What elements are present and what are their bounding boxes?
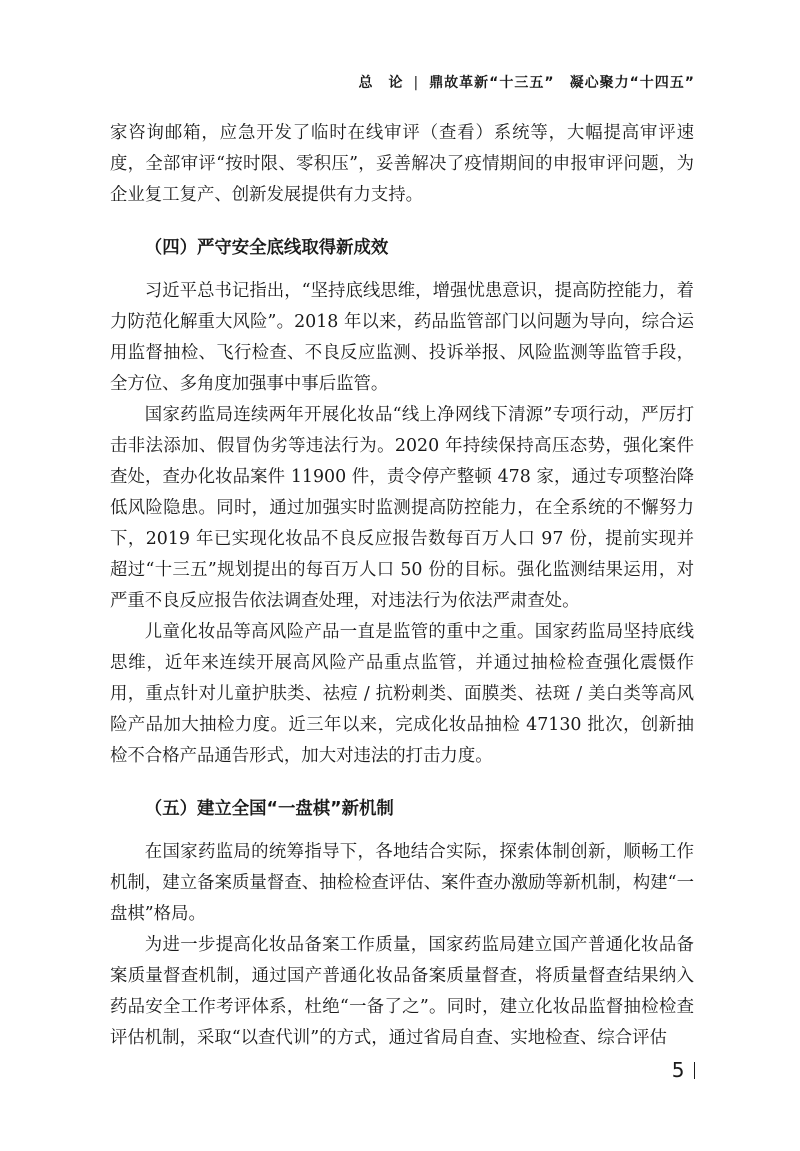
page-number-bar [694, 1062, 696, 1079]
header-title: 鼎故革新“十三五” 凝心聚力“十四五” [429, 75, 695, 91]
paragraph: 为进一步提高化妆品备案工作质量，国家药监局建立国产普通化妆品备案质量督查机制，通过国产普通化妆品备案质量督查，将质量督查结果纳入药品安全工作考评体系，杜绝“一备了之”。同时，建立化妆品监督抽检检查评估机制，采取“以查代训”的方式，通过省局自查、实地检查、综合评估 [110, 935, 694, 1048]
page-body [110, 118, 694, 1054]
running-header [358, 72, 695, 92]
header-section: 总 论 [358, 75, 404, 91]
paragraph: 习近平总书记指出，“坚持底线思维，增强忧患意识，提高防控能力，着力防范化解重大风险”。2018 年以来，药品监管部门以问题为导向，综合运用监督抽检、飞行检查、不良反应监测、投诉举报、风险监测等监管手段，全方位、多角度加强事中事后监管。 [110, 281, 694, 394]
header-separator: | [413, 75, 420, 91]
paragraph-continued: 家咨询邮箱，应急开发了临时在线审评（查看）系统等，大幅提高审评速度，全部审评“按时限、零积压”，妥善解决了疫情期间的申报审评问题，为企业复工复产、创新发展提供有力支持。 [110, 123, 694, 205]
section-heading-5: （五）建立全国“一盘棋”新机制 [144, 799, 394, 819]
paragraph: 国家药监局连续两年开展化妆品“线上净网线下清源”专项行动，严厉打击非法添加、假冒伪劣等违法行为。2020 年持续保持高压态势，强化案件查处，查办化妆品案件 11900 件，责令停产整顿 478 家，通过专项整治降低风险隐患。同时，通过加强实时监测提高防控能力，在全系统的不懈努力下，2019 年已实现化妆品不良反应报告数每百万人口 97 份，提前实现并超过“十三五”规划提出的每百万人口 50 份的目标。强化监测结果运用，对严重不良反应报告依法调查处理，对违法行为依法严肃查处。 [110, 405, 694, 611]
paragraph: 儿童化妆品等高风险产品一直是监管的重中之重。国家药监局坚持底线思维，近年来连续开展高风险产品重点监管，并通过抽检检查强化震慑作用，重点针对儿童护肤类、祛痘 / 抗粉刺类、面膜类、祛斑 / 美白类等高风险产品加大抽检力度。近三年以来，完成化妆品抽检 47130 批次，创新抽检不合格产品通告形式，加大对违法的打击力度。 [110, 622, 694, 766]
page-number-value: 5 [671, 1058, 685, 1082]
section-heading-4: （四）严守安全底线取得新成效 [144, 238, 389, 258]
paragraph: 在国家药监局的统筹指导下，各地结合实际，探索体制创新，顺畅工作机制，建立备案质量督查、抽检检查评估、案件查办激励等新机制，构建“一盘棋”格局。 [110, 842, 694, 924]
page-number [672, 1058, 695, 1082]
